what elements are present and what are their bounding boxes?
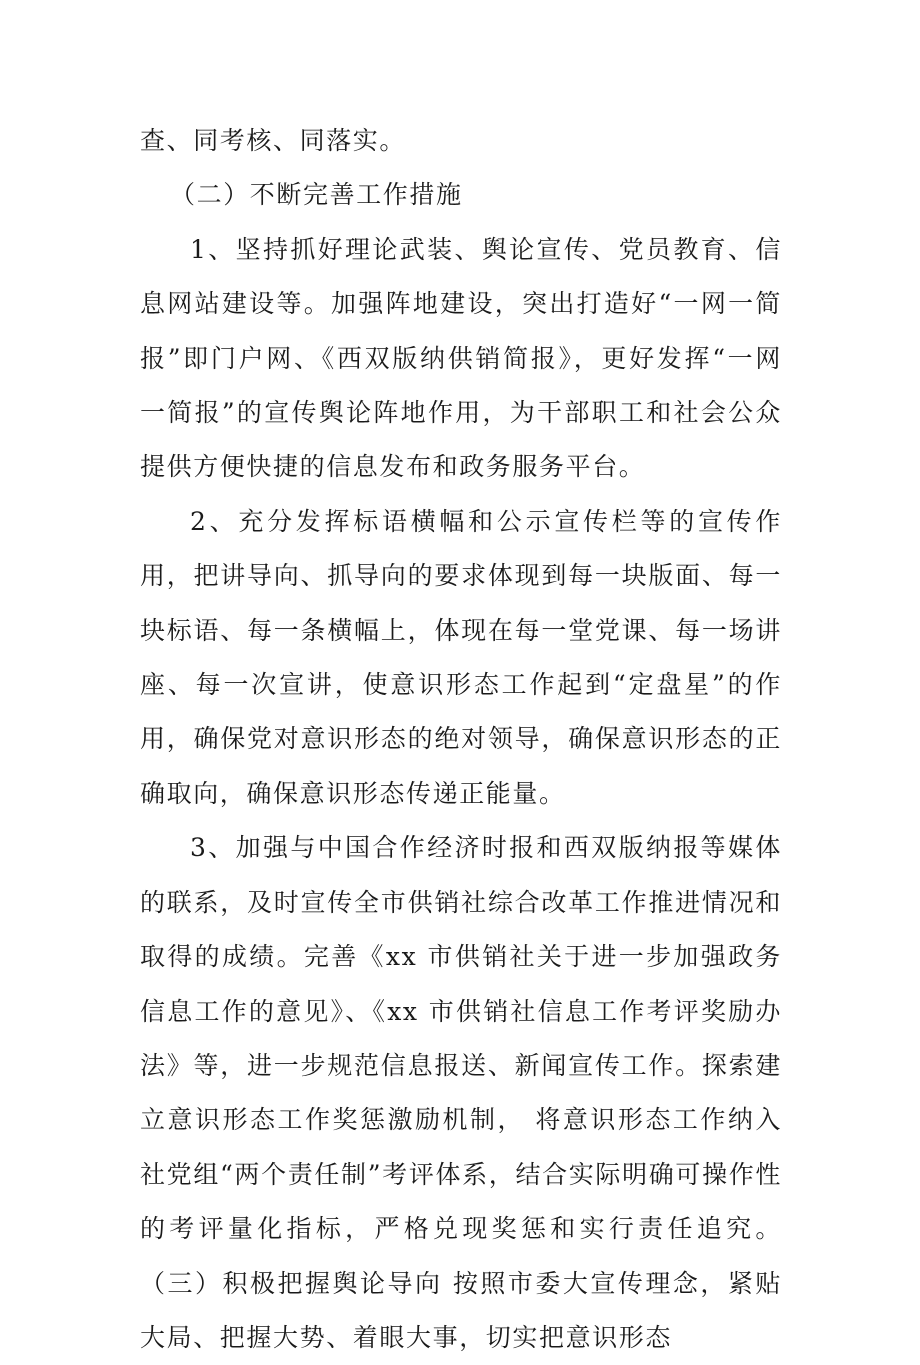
- paragraph-item-3: 3、加强与中国合作经济时报和西双版纳报等媒体的联系，及时宣传全市供销社综合改革工作推进情况和取得的成绩。完善《xx 市供销社关于进一步加强政务信息工作的意见》、《xx 市供销社信息工作考评奖励办法》等，进一步规范信息报送、新闻宣传工作。探索建立意识形态工作奖惩激励机制， 将意识形态工作纳入社党组“两个责任制”考评体系，结合实际明确可操作性的考评量化指标，严格兑现奖惩和实行责任追究。 （三）积极把握舆论导向 按照市委大宣传理念，紧贴大局、把握大势、着眼大事，切实把意识形态: [140, 833, 782, 1352]
- section-heading: （二）不断完善工作措施: [170, 180, 463, 210]
- paragraph-item-2: 2、充分发挥标语横幅和公示宣传栏等的宣传作用，把讲导向、抓导向的要求体现到每一块版面、每一块标语、每一条横幅上，体现在每一堂党课、每一场讲座、每一次宣讲，使意识形态工作起到“定盘星”的作用，确保党对意识形态的绝对领导，确保意识形态的正确取向，确保意识形态传递正能量。: [140, 506, 782, 808]
- document-body: [140, 114, 782, 1365]
- paragraph-item-1: 1、坚持抓好理论武装、舆论宣传、党员教育、信息网站建设等。加强阵地建设，突出打造好“一网一简报”即门户网、《西双版纳供销简报》，更好发挥“一网一简报”的宣传舆论阵地作用，为干部职工和社会公众提供方便快捷的信息发布和政务服务平台。: [140, 234, 782, 482]
- paragraph-continuation: 查、同考核、同落实。: [140, 126, 407, 155]
